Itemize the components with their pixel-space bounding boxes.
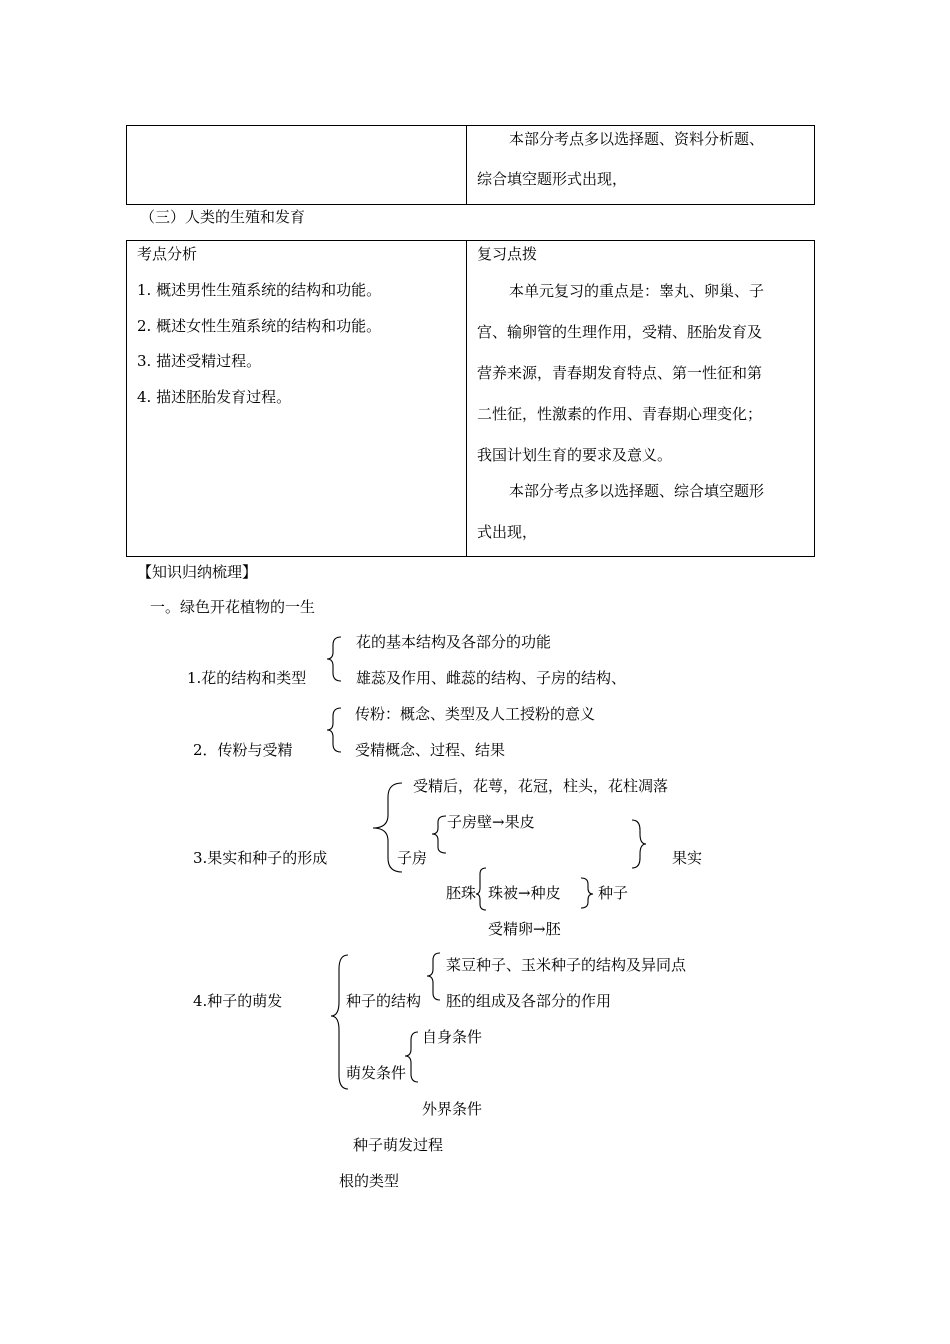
integument-to-seed-coat: 珠被→种皮 (488, 884, 561, 902)
knowledge-heading: 【知识归纳梳理】 (137, 563, 258, 581)
after-fertilization: 受精后，花萼，花冠，柱头，花柱凋落 (413, 777, 669, 795)
seed-label: 种子 (598, 884, 629, 902)
topic-pollination: 2．传粉与受精 (193, 741, 293, 759)
bean-corn-seed-structure: 菜豆种子、玉米种子的结构及异同点 (446, 956, 687, 974)
pollination-item: 传粉：概念、类型及人工授粉的意义 (355, 705, 596, 723)
germination-conditions-label: 萌发条件 (346, 1064, 407, 1082)
brace-ovary (432, 816, 446, 853)
external-conditions: 外界条件 (422, 1100, 483, 1118)
topic-fruit-seed: 3.果实和种子的形成 (193, 849, 328, 867)
brace-seed-right (581, 878, 593, 908)
review-line-5: 我国计划生育的要求及意义。 (477, 446, 673, 464)
embryo-composition: 胚的组成及各部分的作用 (446, 992, 612, 1010)
brace-seed-structure (427, 953, 440, 1000)
review-line-1: 本单元复习的重点是：睾丸、卵巢、子 (509, 282, 765, 300)
exam-point-1: 1. 概述男性生殖系统的结构和功能。 (137, 281, 382, 299)
fertilization-item: 受精概念、过程、结果 (355, 741, 506, 759)
ovule-label: 胚珠 (446, 884, 477, 902)
flower-stamen-pistil: 雄蕊及作用、雌蕊的结构、子房的结构、 (356, 669, 627, 687)
exam-point-2: 2. 概述女性生殖系统的结构和功能。 (137, 317, 382, 335)
brace-fruit-right (632, 820, 646, 868)
seed-structure-label: 种子的结构 (346, 992, 422, 1010)
review-line-7: 式出现， (477, 523, 538, 541)
flower-basic-structure: 花的基本结构及各部分的功能 (356, 633, 552, 651)
zygote-to-embryo: 受精卵→胚 (488, 920, 561, 938)
ovary-wall-to-pericarp: 子房壁→果皮 (447, 813, 535, 831)
germination-process: 种子萌发过程 (353, 1136, 444, 1154)
review-line-3: 营养来源，青春期发育特点、第一性征和第 (477, 364, 763, 382)
table1-right-line2: 综合填空题形式出现， (477, 170, 628, 188)
brace-conditions (405, 1032, 418, 1082)
left-column-header: 考点分析 (137, 245, 198, 263)
internal-conditions: 自身条件 (422, 1028, 483, 1046)
brace-flower (327, 637, 341, 681)
topic-germination: 4.种子的萌发 (193, 992, 283, 1010)
brace-pollination (327, 708, 341, 752)
section-title: （三）人类的生殖和发育 (140, 208, 306, 226)
fruit-label: 果实 (672, 849, 703, 867)
exam-point-3: 3. 描述受精过程。 (137, 352, 262, 370)
ovary-label: 子房 (397, 849, 428, 867)
brace-ovule-left (476, 868, 486, 910)
root-types: 根的类型 (339, 1172, 400, 1190)
right-column-header: 复习点拨 (477, 245, 538, 263)
review-line-4: 二性征，性激素的作用、青春期心理变化； (477, 405, 763, 423)
review-line-6: 本部分考点多以选择题、综合填空题形 (509, 482, 765, 500)
table1-right-line1: 本部分考点多以选择题、资料分析题、 (509, 130, 765, 148)
review-line-2: 宫、输卵管的生理作用，受精、胚胎发育及 (477, 323, 763, 341)
part-heading: 一。绿色开花植物的一生 (150, 598, 316, 616)
topic-flower: 1.花的结构和类型 (187, 669, 307, 687)
exam-point-4: 4. 描述胚胎发育过程。 (137, 388, 292, 406)
